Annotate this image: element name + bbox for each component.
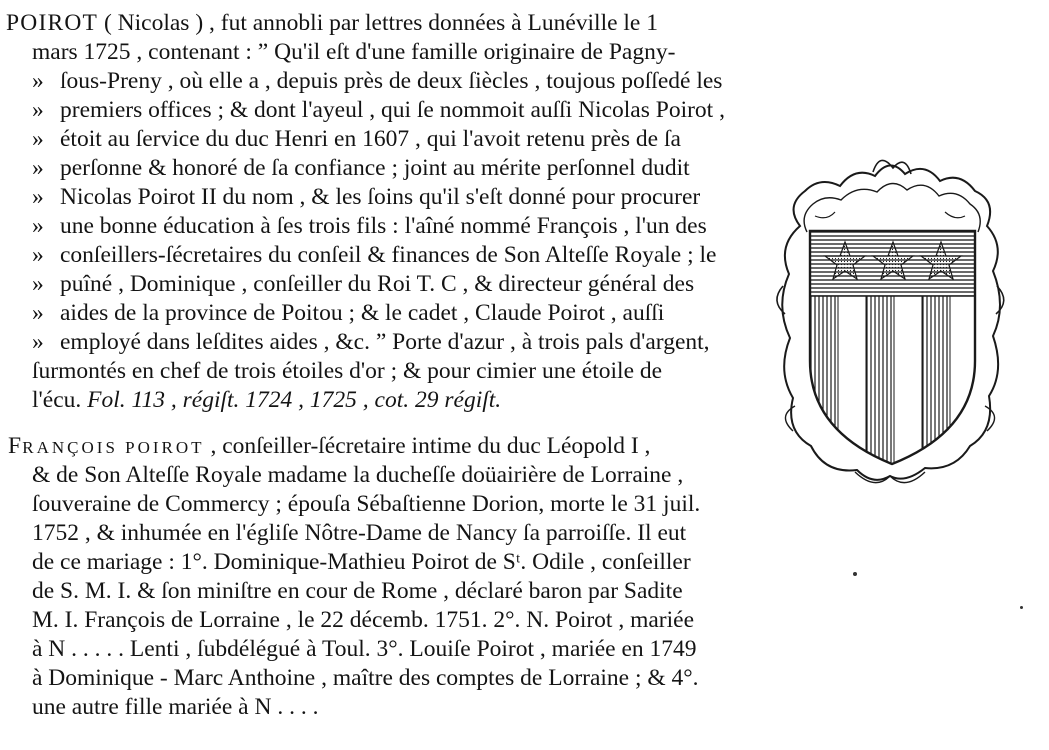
quote-mark: » xyxy=(32,271,44,297)
entry2-line-1: FRANÇOIS POIROT , conſeiller-ſécretaire intime du duc Léopold I , xyxy=(8,433,651,459)
quote-mark: » xyxy=(32,97,44,123)
entry2-line-7: M. I. François de Lorraine , le 22 décemb. 1751. 2°. N. Poirot , mariée xyxy=(32,607,695,633)
quote-mark: » xyxy=(32,126,44,152)
entry1-line-14: l'écu. Fol. 113 , régiſt. 1724 , 1725 , cot. 29 régiſt. xyxy=(32,387,502,413)
entry2-heading-cap: F xyxy=(8,433,23,459)
quote-mark: » xyxy=(32,184,44,210)
entry2-line-6: de S. M. I. & ſon miniſtre en cour de Rome , déclaré baron par Sadite xyxy=(32,578,683,604)
entry2-line-5: de ce mariage : 1°. Dominique-Mathieu Poirot de Sᵗ. Odile , conſeiller xyxy=(32,549,691,575)
entry2-line-9: à Dominique - Marc Anthoine , maître des comptes de Lorraine ; & 4°. xyxy=(32,665,699,691)
entry2-line-8: à N . . . . . Lenti , ſubdélégué à Toul. 3°. Louiſe Poirot , mariée en 1749 xyxy=(32,636,697,662)
entry2-line-10: une autre fille mariée à N . . . . xyxy=(32,694,319,720)
coat-of-arms-engraving xyxy=(765,146,1015,486)
entry1-line-10: » puîné , Dominique , conſeiller du Roi T. C , & directeur général des xyxy=(32,271,695,297)
entry1-line-13: ſurmontés en chef de trois étoiles d'or ; & pour cimier une étoile de xyxy=(32,358,663,384)
entry1-line-1: POIROT ( Nicolas ) , fut annobli par lettres données à Lunéville le 1 xyxy=(6,10,658,36)
entry2-heading-name: RANÇOIS POIROT xyxy=(22,438,205,457)
entry1-heading-name: POIROT xyxy=(6,10,99,36)
print-speck xyxy=(1020,606,1023,609)
print-speck xyxy=(853,572,857,576)
entry1-line-9: » conſeillers-ſécretaires du conſeil & finances de Son Alteſſe Royale ; le xyxy=(32,242,717,268)
entry2-line-2: & de Son Alteſſe Royale madame la ducheſſe doüairière de Lorraine , xyxy=(32,462,684,488)
entry1-line-8: » une bonne éducation à ſes trois fils : l'aîné nommé François , l'un des xyxy=(32,213,707,239)
entry1-line-5: » étoit au ſervice du duc Henri en 1607 , qui l'avoit retenu près de ſa xyxy=(32,126,681,152)
entry1-line-7: » Nicolas Poirot II du nom , & les ſoins qu'il s'eſt donné pour procurer xyxy=(32,184,701,210)
entry1-line-2: mars 1725 , contenant : ” Qu'il eſt d'une famille originaire de Pagny- xyxy=(32,39,676,65)
entry1-line-4: » premiers offices ; & dont l'ayeul , qui ſe nommoit auſſi Nicolas Poirot , xyxy=(32,97,725,123)
quote-mark: » xyxy=(32,213,44,239)
entry2-line-3: ſouveraine de Commercy ; épouſa Sébaſtienne Dorion, morte le 31 juil. xyxy=(32,491,701,517)
quote-mark: » xyxy=(32,68,44,94)
entry1-line-12: » employé dans leſdites aides , &c. ” Porte d'azur , à trois pals d'argent, xyxy=(32,329,710,355)
quote-mark: » xyxy=(32,155,44,181)
entry2-line-4: 1752 , & inhumée en l'égliſe Nôtre-Dame de Nancy ſa parroiſſe. Il eut xyxy=(32,520,687,546)
entry1-line-3: » ſous-Preny , où elle a , depuis près de deux ſiècles , toujous poſſedé les xyxy=(32,68,723,94)
quote-mark: » xyxy=(32,329,44,355)
quote-mark: » xyxy=(32,242,44,268)
entry1-line-6: » perſonne & honoré de ſa confiance ; joint au mérite perſonnel dudit xyxy=(32,155,690,181)
entry1-line-11: » aides de la province de Poitou ; & le cadet , Claude Poirot , auſſi xyxy=(32,300,665,326)
register-reference: Fol. 113 , régiſt. 1724 , 1725 , cot. 29 régiſt. xyxy=(87,387,502,413)
quote-mark: » xyxy=(32,300,44,326)
